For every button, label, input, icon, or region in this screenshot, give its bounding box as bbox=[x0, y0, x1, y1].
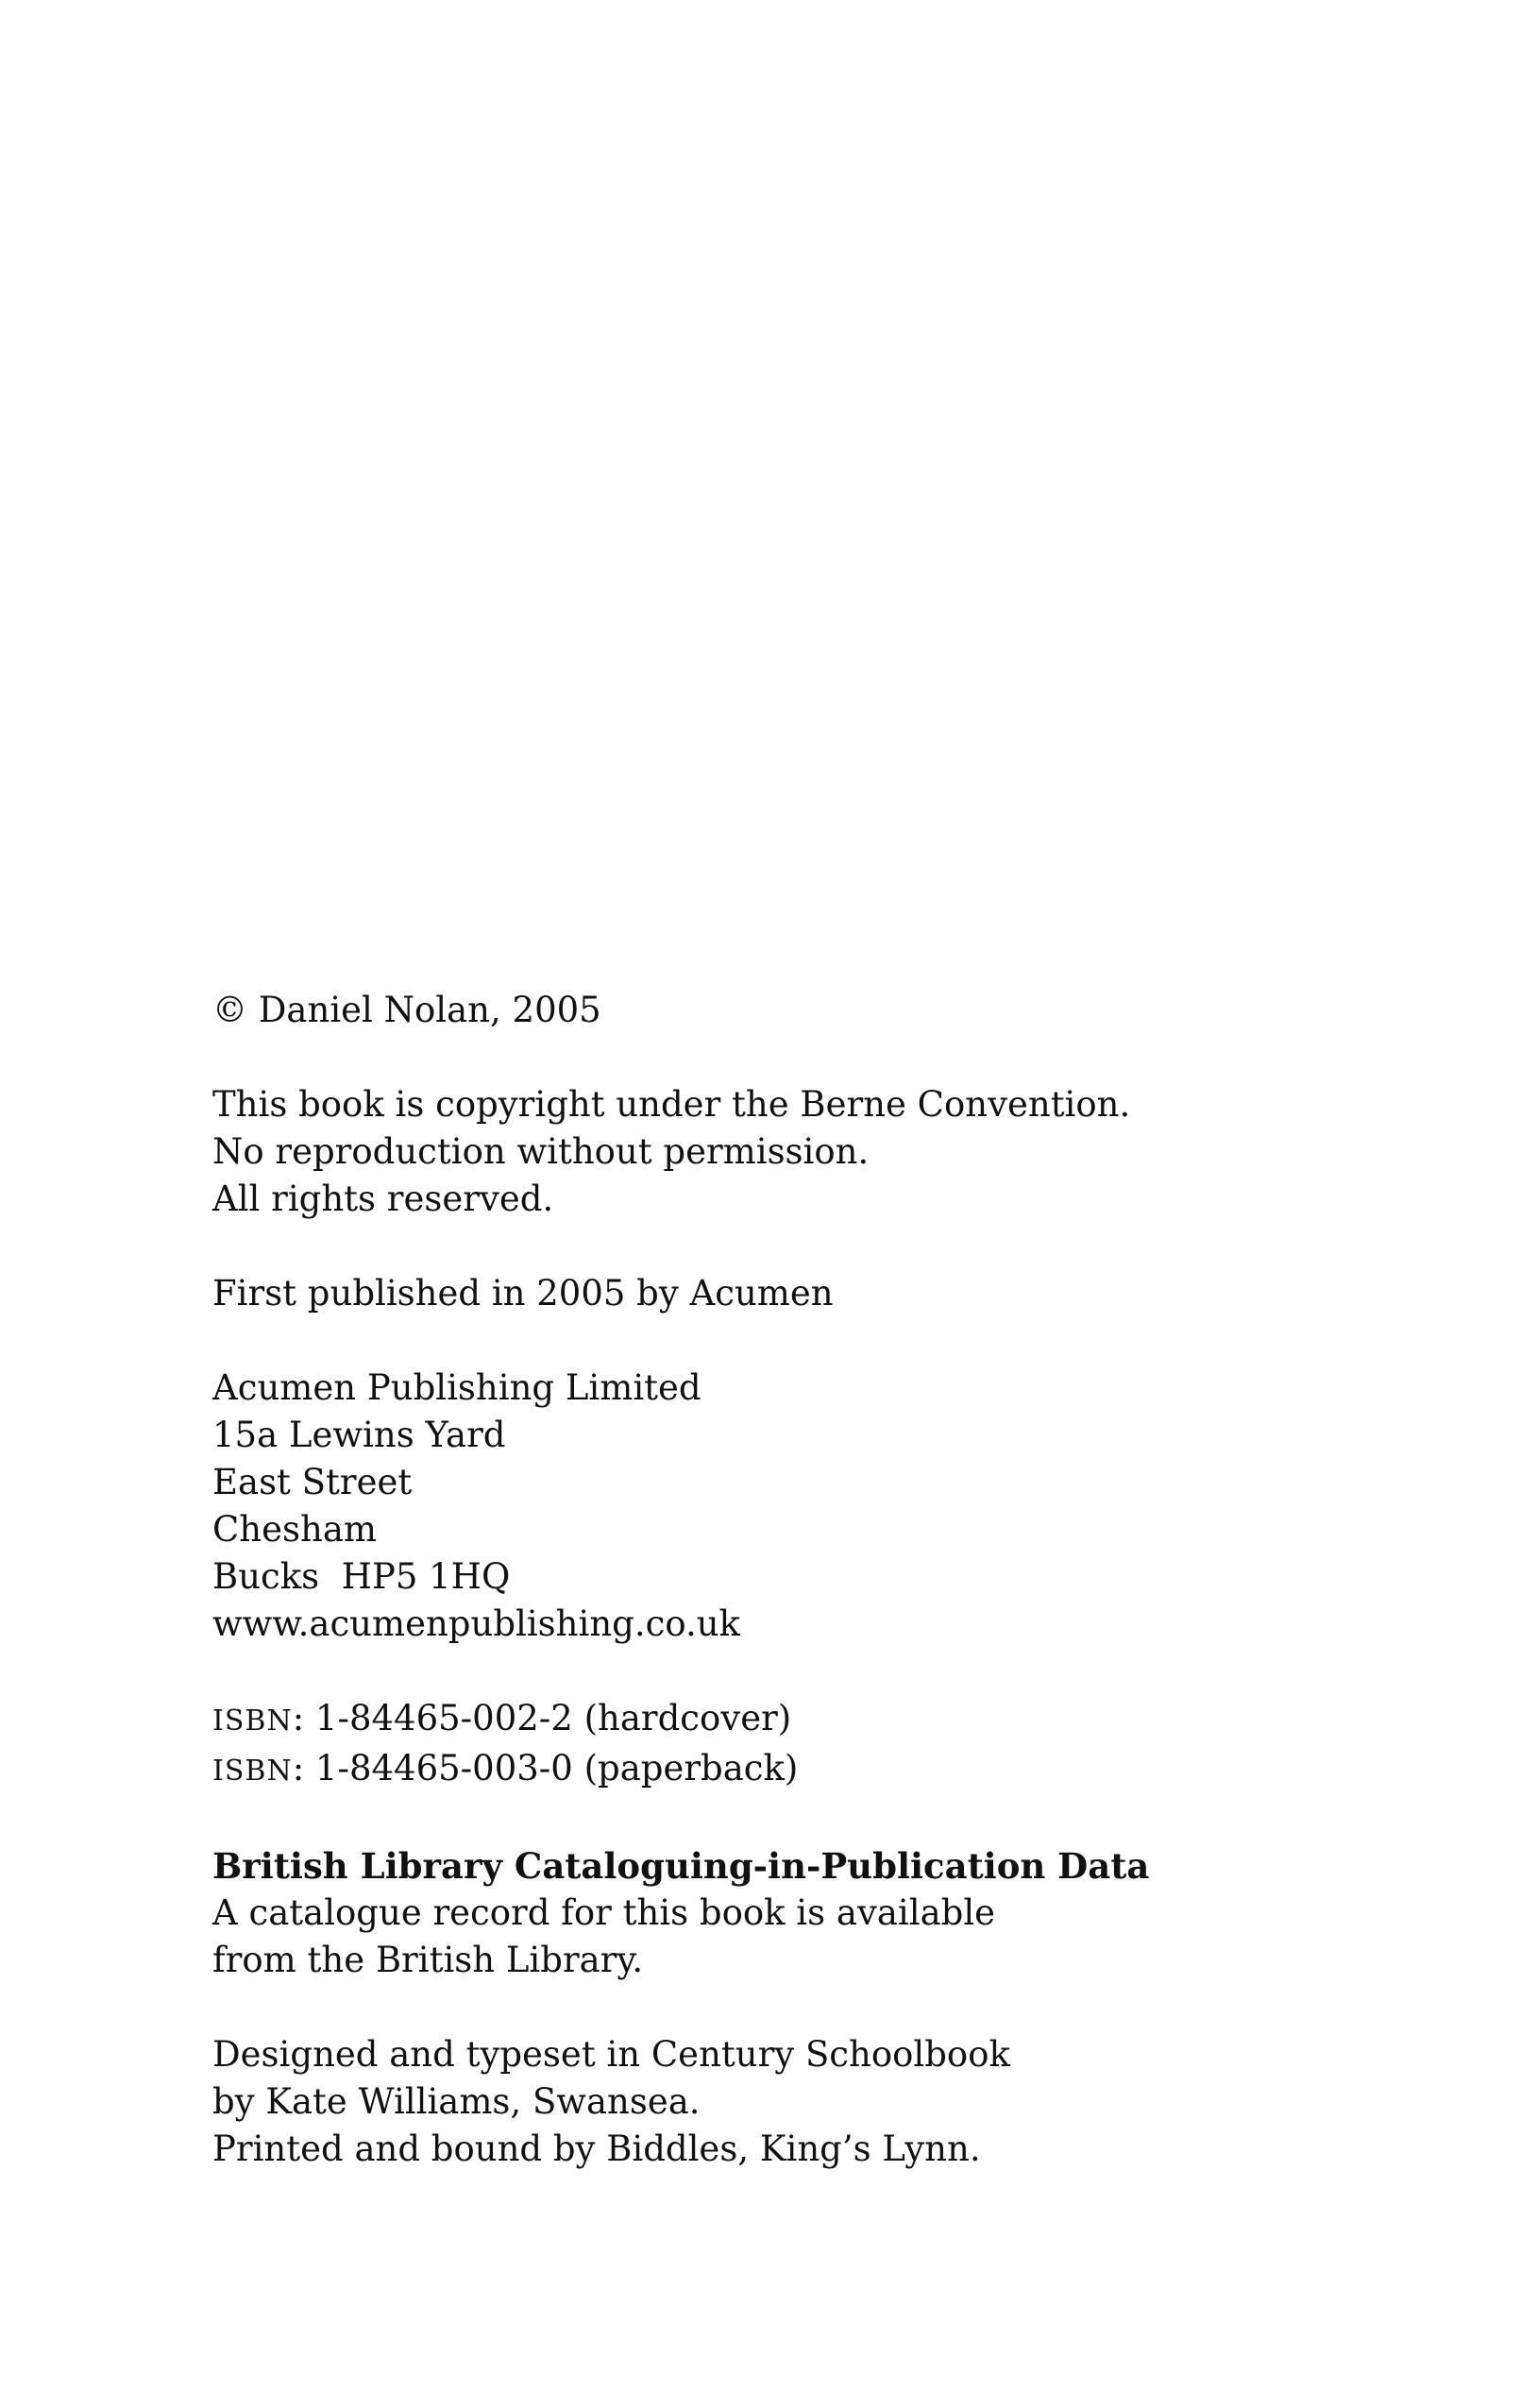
publisher-website: www.acumenpublishing.co.uk bbox=[212, 1603, 740, 1644]
isbn-label: ISBN bbox=[212, 1755, 293, 1788]
cataloguing-block bbox=[212, 1842, 1440, 1984]
isbn-value: : 1-84465-003-0 (paperback) bbox=[292, 1748, 799, 1789]
isbn-line bbox=[212, 1745, 1440, 1795]
production-line: by Kate Williams, Swansea. bbox=[212, 2081, 701, 2122]
cataloguing-heading: British Library Cataloguing-in-Publication Data bbox=[212, 1845, 1150, 1887]
publisher-town: Chesham bbox=[212, 1509, 377, 1550]
production-line: Designed and typeset in Century Schoolbook bbox=[212, 2034, 1010, 2075]
rights-line: All rights reserved. bbox=[212, 1179, 554, 1219]
publisher-postcode: Bucks HP5 1HQ bbox=[212, 1556, 511, 1597]
copyright-block bbox=[212, 987, 1440, 1034]
cataloguing-line: A catalogue record for this book is available bbox=[212, 1892, 996, 1933]
cataloguing-line: from the British Library. bbox=[212, 1940, 644, 1980]
publisher-address-block bbox=[212, 1365, 1440, 1648]
copyright-notice: © Daniel Nolan, 2005 bbox=[212, 990, 601, 1030]
isbn-line bbox=[212, 1695, 1440, 1745]
rights-block bbox=[212, 1081, 1440, 1223]
publisher-name: Acumen Publishing Limited bbox=[212, 1367, 701, 1408]
rights-line: No reproduction without permission. bbox=[212, 1131, 870, 1172]
first-published-block bbox=[212, 1270, 1440, 1317]
isbn-block bbox=[212, 1695, 1440, 1795]
isbn-value: : 1-84465-002-2 (hardcover) bbox=[292, 1698, 792, 1738]
first-published-line: First published in 2005 by Acumen bbox=[212, 1273, 834, 1314]
imprint-page bbox=[212, 987, 1440, 2173]
publisher-address-line: 15a Lewins Yard bbox=[212, 1415, 506, 1455]
rights-line: This book is copyright under the Berne Convention. bbox=[212, 1084, 1131, 1125]
production-line: Printed and bound by Biddles, King’s Lynn. bbox=[212, 2128, 981, 2169]
production-block bbox=[212, 2031, 1440, 2173]
publisher-address-line: East Street bbox=[212, 1462, 413, 1502]
isbn-label: ISBN bbox=[212, 1704, 293, 1738]
